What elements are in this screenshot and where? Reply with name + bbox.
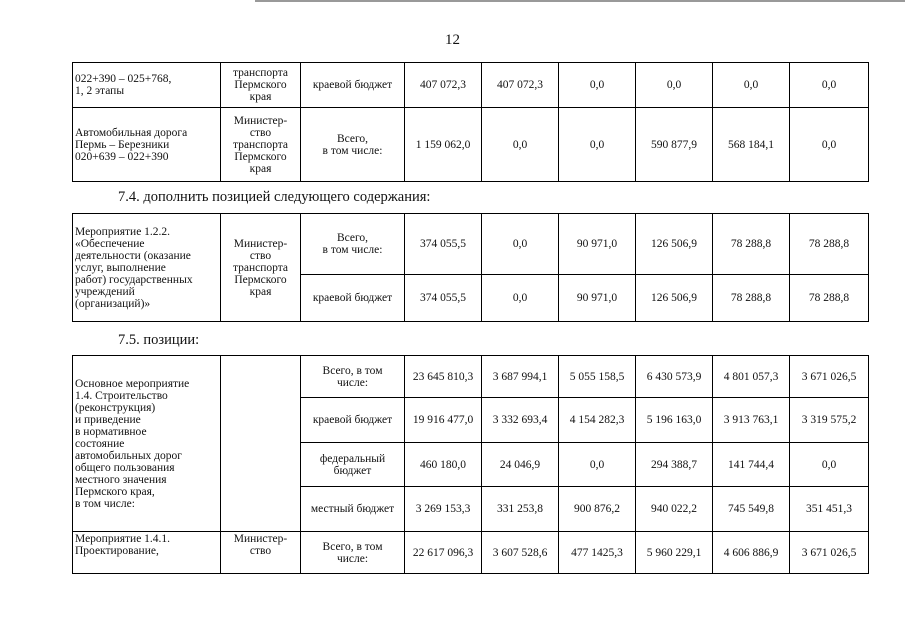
value-cell: 3 269 153,3	[405, 487, 482, 532]
value-cell: 3 319 575,2	[790, 398, 869, 443]
program-table-part-a	[72, 62, 869, 182]
funding-source-cell: местный бюджет	[301, 487, 405, 532]
program-table-part-c	[72, 355, 869, 574]
value-cell: 78 288,8	[790, 275, 869, 322]
value-cell: 126 506,9	[636, 275, 713, 322]
section-heading-7-4: 7.4. дополнить позицией следующего содержания:	[118, 189, 431, 205]
funding-source-cell: Всего, в том числе:	[301, 108, 405, 182]
executor-cell: Министер- ство транспорта Пермского края	[221, 214, 301, 322]
value-cell: 0,0	[482, 214, 559, 275]
funding-source-cell: Всего, в том числе:	[301, 214, 405, 275]
value-cell: 78 288,8	[790, 214, 869, 275]
table-row	[73, 108, 869, 182]
funding-source-cell: Всего, в том числе:	[301, 356, 405, 398]
value-cell: 590 877,9	[636, 108, 713, 182]
page-top-rule	[255, 0, 905, 2]
value-cell: 351 451,3	[790, 487, 869, 532]
value-cell: 90 971,0	[559, 214, 636, 275]
value-cell: 477 1425,3	[559, 532, 636, 574]
value-cell: 4 606 886,9	[713, 532, 790, 574]
value-cell: 78 288,8	[713, 275, 790, 322]
value-cell: 3 687 994,1	[482, 356, 559, 398]
table-a-body	[73, 63, 869, 182]
funding-source-cell: краевой бюджет	[301, 63, 405, 108]
activity-name-cell: Мероприятие 1.2.2. «Обеспечение деятельности (оказание услуг, выполнение работ) государственных учреждений (организаций)»	[73, 214, 221, 322]
value-cell: 5 960 229,1	[636, 532, 713, 574]
value-cell: 0,0	[713, 63, 790, 108]
value-cell: 5 055 158,5	[559, 356, 636, 398]
value-cell: 3 671 026,5	[790, 532, 869, 574]
value-cell: 19 916 477,0	[405, 398, 482, 443]
value-cell: 568 184,1	[713, 108, 790, 182]
table-row	[73, 63, 869, 108]
value-cell: 1 159 062,0	[405, 108, 482, 182]
value-cell: 3 671 026,5	[790, 356, 869, 398]
value-cell: 374 055,5	[405, 275, 482, 322]
value-cell: 374 055,5	[405, 214, 482, 275]
value-cell: 331 253,8	[482, 487, 559, 532]
value-cell: 294 388,7	[636, 443, 713, 487]
table-row	[73, 214, 869, 275]
program-table-part-b	[72, 213, 869, 322]
value-cell: 940 022,2	[636, 487, 713, 532]
value-cell: 3 332 693,4	[482, 398, 559, 443]
activity-name-cell: Основное мероприятие 1.4. Строительство (реконструкция) и приведение в нормативное состояние автомобильных дорог общего пользования местного значения Пермского края, в том числе:	[73, 356, 221, 532]
value-cell: 141 744,4	[713, 443, 790, 487]
value-cell: 126 506,9	[636, 214, 713, 275]
value-cell: 0,0	[790, 63, 869, 108]
executor-cell: Министер- ство	[221, 532, 301, 574]
value-cell: 0,0	[790, 108, 869, 182]
value-cell: 0,0	[482, 275, 559, 322]
value-cell: 0,0	[559, 443, 636, 487]
value-cell: 0,0	[636, 63, 713, 108]
table-row	[73, 532, 869, 574]
value-cell: 23 645 810,3	[405, 356, 482, 398]
value-cell: 90 971,0	[559, 275, 636, 322]
activity-name-cell: Автомобильная дорога Пермь – Березники 020+639 – 022+390	[73, 108, 221, 182]
value-cell: 4 154 282,3	[559, 398, 636, 443]
value-cell: 6 430 573,9	[636, 356, 713, 398]
value-cell: 0,0	[482, 108, 559, 182]
funding-source-cell: Всего, в том числе:	[301, 532, 405, 574]
executor-cell: транспорта Пермского края	[221, 63, 301, 108]
value-cell: 3 607 528,6	[482, 532, 559, 574]
value-cell: 460 180,0	[405, 443, 482, 487]
value-cell: 0,0	[559, 63, 636, 108]
value-cell: 745 549,8	[713, 487, 790, 532]
value-cell: 900 876,2	[559, 487, 636, 532]
activity-name-cell: 022+390 – 025+768, 1, 2 этапы	[73, 63, 221, 108]
value-cell: 78 288,8	[713, 214, 790, 275]
value-cell: 3 913 763,1	[713, 398, 790, 443]
executor-cell: Министер- ство транспорта Пермского края	[221, 108, 301, 182]
table-row	[73, 356, 869, 398]
table-c-body	[73, 356, 869, 574]
page-number: 12	[445, 32, 460, 48]
value-cell: 407 072,3	[405, 63, 482, 108]
value-cell: 4 801 057,3	[713, 356, 790, 398]
section-heading-7-5: 7.5. позиции:	[118, 332, 200, 348]
funding-source-cell: краевой бюджет	[301, 275, 405, 322]
activity-name-cell: Мероприятие 1.4.1. Проектирование,	[73, 532, 221, 574]
table-b-body	[73, 214, 869, 322]
value-cell: 0,0	[559, 108, 636, 182]
value-cell: 0,0	[790, 443, 869, 487]
funding-source-cell: федеральный бюджет	[301, 443, 405, 487]
funding-source-cell: краевой бюджет	[301, 398, 405, 443]
value-cell: 24 046,9	[482, 443, 559, 487]
executor-cell	[221, 356, 301, 532]
value-cell: 5 196 163,0	[636, 398, 713, 443]
value-cell: 22 617 096,3	[405, 532, 482, 574]
value-cell: 407 072,3	[482, 63, 559, 108]
